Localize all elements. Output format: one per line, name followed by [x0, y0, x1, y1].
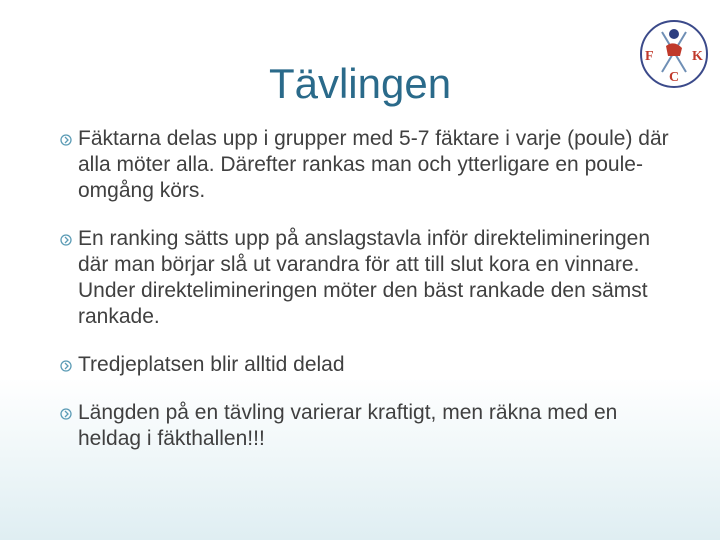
bullet-item [60, 126, 680, 204]
logo-letter-c: C [669, 70, 680, 85]
hollow-arrow-bullet-icon [60, 359, 74, 373]
logo-letter-f: F [645, 49, 654, 64]
hollow-arrow-bullet-icon [60, 133, 74, 147]
bullet-text: Fäktarna delas upp i grupper med 5-7 fäktare i varje (poule) där alla möter alla. Därefter rankas man och ytterligare en poule-omgång körs. [78, 127, 669, 202]
bullet-text: Tredjeplatsen blir alltid delad [78, 353, 345, 376]
club-logo-icon [636, 10, 712, 96]
slide-title: Tävlingen [268, 60, 452, 107]
logo-letter-k: K [692, 49, 703, 64]
bullet-text: Längden på en tävling varierar kraftigt, men räkna med en heldag i fäkthallen!!! [78, 401, 618, 450]
hollow-arrow-bullet-icon [60, 407, 74, 421]
bullet-item [60, 400, 680, 452]
hollow-arrow-bullet-icon [60, 233, 74, 247]
bullet-item [60, 352, 680, 378]
bullet-text: En ranking sätts upp på anslagstavla inför direktelimineringen där man börjar slå ut varandra för att till slut kora en vinnare. Under direktelimineringen möter den bäst rankade den sämst rankade. [78, 227, 650, 328]
bullet-list [60, 126, 680, 474]
bullet-item [60, 226, 680, 330]
